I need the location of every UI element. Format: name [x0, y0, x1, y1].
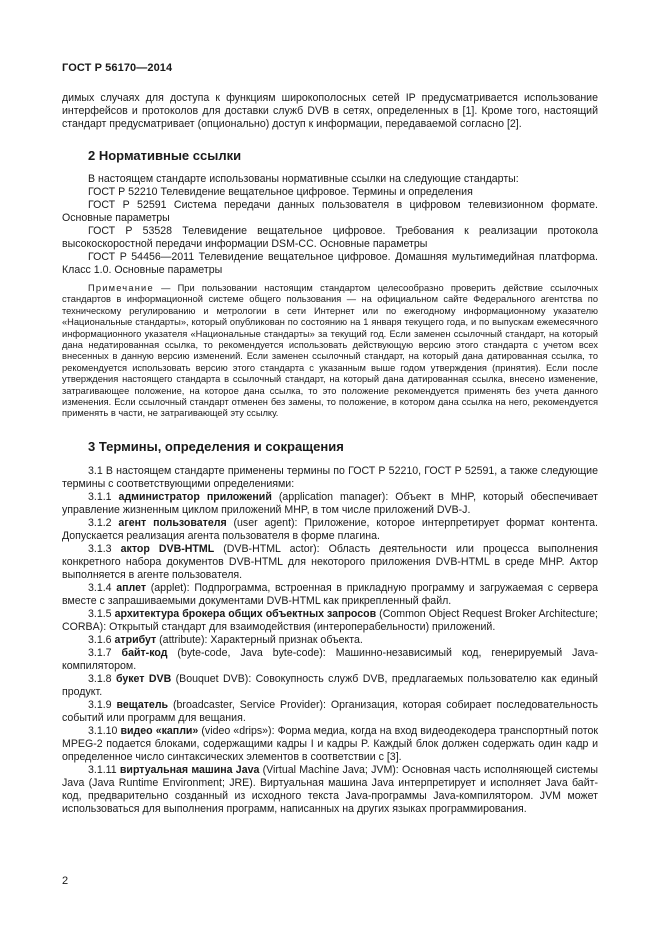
term-name: агент пользователя	[118, 516, 227, 529]
term-entry	[62, 764, 598, 816]
term-definition: (video «drips»): Форма медиа, когда на вход видеодекодера транспортный поток MPEG-2 подается блоками, содержащими кадры I и кадры P. Каждый блок должен содержать один кадр и определенное число синтаксических элементов в соответствии с [3].	[62, 724, 598, 763]
document-header: ГОСТ Р 56170—2014	[62, 62, 173, 74]
term-definition: (DVB-HTML actor): Область деятельности или процесса выполнения конкретного набора документов DVB-HTML для некоторого приложения DVB-HTML в среде MHP. Актор выполняется в агенте пользователя.	[62, 542, 598, 581]
reference-item: ГОСТ Р 53528 Телевидение вещательное цифровое. Требования к реализации протокола высокоскоростной передачи информации DSM-CC. Основные параметры	[62, 225, 598, 250]
note-label: Примечание	[88, 283, 154, 293]
page-number: 2	[62, 875, 69, 887]
term-entry	[62, 673, 598, 699]
term-name: актор DVB-HTML	[120, 542, 215, 555]
term-number: 3.1.6	[88, 633, 115, 646]
reference-item: ГОСТ Р 52210 Телевидение вещательное цифровое. Термины и определения	[88, 186, 473, 198]
term-name: администратор приложений	[118, 490, 272, 503]
term-number: 3.1.4	[88, 581, 117, 594]
term-name: байт-код	[121, 646, 168, 659]
term-number: 3.1.9	[88, 698, 117, 711]
term-entry	[62, 517, 598, 543]
term-name: букет DVB	[115, 672, 172, 685]
term-entry	[62, 725, 598, 764]
term-number: 3.1.11	[88, 763, 120, 776]
term-number: 3.1.2	[88, 516, 119, 529]
term-name: вещатель	[116, 698, 169, 711]
term-entry	[62, 543, 598, 582]
term-definition: (Bouquet DVB): Совокупность служб DVB, предлагаемых пользователю как единый продукт.	[62, 672, 598, 698]
term-name: атрибут	[114, 633, 157, 646]
term-entry	[62, 608, 598, 634]
term-definition: (broadcaster, Service Provider): Организация, которая собирает последовательность событий или программ для вещания.	[62, 698, 598, 724]
term-definition: (attribute): Характерный признак объекта.	[156, 633, 363, 646]
reference-item: ГОСТ Р 54456—2011 Телевидение вещательное цифровое. Домашняя мультимедийная платформа. Класс 1.0. Основные параметры	[62, 251, 598, 276]
term-number: 3.1.1	[88, 490, 119, 503]
term-entry	[62, 491, 598, 517]
term-entry	[62, 582, 598, 608]
term-number: 3.1.7	[88, 646, 122, 659]
term-definition: (Virtual Machine Java; JVM): Основная часть исполняющей системы Java (Java Runtime Environment; JRE). Виртуальная машина Java интерпретирует и исполняет Java байт-код, предварительно созданный из исходного текста Java-программы Java-компилятором. JVM может использоваться для выполнения программ, написанных на других языках программирования.	[62, 763, 598, 815]
term-name: аплет	[116, 581, 147, 594]
section-3-lead: 3.1 В настоящем стандарте применены термины по ГОСТ Р 52210, ГОСТ Р 52591, а также следующие термины с соответствующими определениями:	[62, 464, 598, 490]
term-definition: (user agent): Приложение, которое интерпретирует формат контента. Допускается реализация агента пользователя в форме плагина.	[62, 516, 598, 542]
note-text: — При пользовании настоящим стандартом целесообразно проверить действие ссылочных стандартов в информационной системе общего пользования — на официальном сайте Федерального агентства по техническому регулированию и метрологии в сети Интернет или по ежегодному информационному указателю «Национальные стандарты», который опубликован по состоянию на 1 января текущего года, и по выпускам ежемесячного информационного указателя «Национальные стандарты» за текущий год. Если заменен ссылочный стандарт, на который дана недатированная ссылка, то рекомендуется использовать действующую версию этого стандарта с учетом всех внесенных в данную версию изменений. Если заменен ссылочный стандарт, на который дана датированная ссылка, то рекомендуется использовать версию этого стандарта с указанным выше годом утверждения (принятия). Если после утверждения настоящего стандарта в ссылочный стандарт, на который дана датированная ссылка, внесено изменение, затрагивающее положение, на которое дана ссылка, то это положение рекомендуется применять без учета данного изменения. Если ссылочный стандарт отменен без замены, то положение, в котором дана ссылка на него, рекомендуется применять в части, не затрагивающей эту ссылку.	[62, 283, 598, 419]
term-number: 3.1.5	[88, 607, 115, 620]
term-entry	[62, 647, 598, 673]
term-number: 3.1.3	[88, 542, 121, 555]
section-3-heading: 3 Термины, определения и сокращения	[88, 438, 344, 454]
reference-note	[62, 283, 598, 420]
term-name: архитектура брокера общих объектных запросов	[114, 607, 377, 620]
term-number: 3.1.8	[88, 672, 116, 685]
section-2-lead: В настоящем стандарте использованы нормативные ссылки на следующие стандарты:	[88, 173, 519, 185]
intro-paragraph: димых случаях для доступа к функциям широкополосных сетей IP предусматривается использование интерфейсов и протоколов для доставки служб DVB в сетях, определенных в [1]. Кроме того, настоящий стандарт предусматривает (опционально) доступ к информации, передаваемой согласно [2].	[62, 92, 598, 130]
section-2-heading: 2 Нормативные ссылки	[88, 148, 242, 163]
term-entry	[62, 634, 598, 647]
term-number: 3.1.10	[88, 724, 121, 737]
term-definition: (byte-code, Java byte-code): Машинно-независимый код, генерируемый Java-компилятором.	[62, 646, 598, 672]
term-definition: (applet): Подпрограмма, встроенная в прикладную программу и загружаемая с сервера вместе с запрашиваемыми документами DVB-HTML как прикрепленный файл.	[62, 581, 598, 607]
term-name: видео «капли»	[120, 724, 199, 737]
term-definition: (application manager): Объект в MHP, который обеспечивает управление жизненным циклом приложений MHP, в том числе приложений DVB-J.	[62, 490, 598, 516]
term-entry	[62, 699, 598, 725]
term-name: виртуальная машина Java	[119, 763, 260, 776]
term-definition: (Common Object Request Broker Architecture; CORBA): Открытый стандарт для взаимодействия (интероперабельности) приложений.	[62, 607, 598, 633]
reference-item: ГОСТ Р 52591 Система передачи данных пользователя в цифровом телевизионном формате. Основные параметры	[62, 199, 598, 224]
document-body	[62, 92, 598, 816]
